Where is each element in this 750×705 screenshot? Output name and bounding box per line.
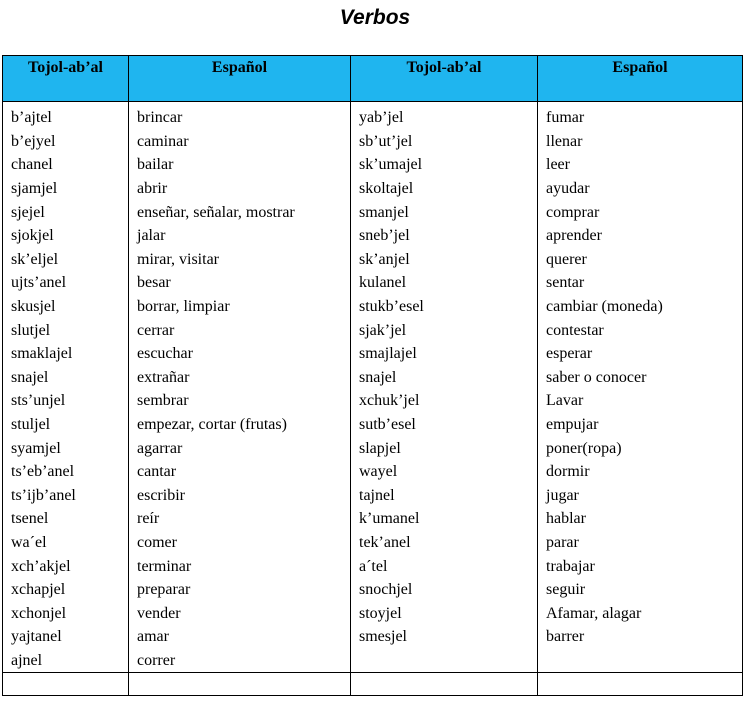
- espanol-cell: jalar: [129, 224, 351, 248]
- espanol-cell: parar: [538, 531, 743, 555]
- header-tojolabal-1: Tojol-ab’al: [3, 56, 129, 102]
- espanol-cell: comprar: [538, 200, 743, 224]
- table-row: [3, 153, 743, 177]
- espanol-cell: vender: [129, 601, 351, 625]
- tojolabal-cell: wayel: [351, 460, 538, 484]
- tojolabal-cell: snajel: [3, 366, 129, 390]
- espanol-cell: reír: [129, 507, 351, 531]
- tojolabal-cell: yajtanel: [3, 625, 129, 649]
- tojolabal-cell: xchuk’jel: [351, 389, 538, 413]
- table-row: [3, 554, 743, 578]
- tojolabal-cell: sk’umajel: [351, 153, 538, 177]
- table-row: [3, 271, 743, 295]
- tojolabal-cell: syamjel: [3, 436, 129, 460]
- espanol-cell: besar: [129, 271, 351, 295]
- tojolabal-cell: [3, 673, 129, 696]
- verbs-table: [2, 55, 743, 696]
- espanol-cell: fumar: [538, 102, 743, 130]
- espanol-cell: escuchar: [129, 342, 351, 366]
- header-tojolabal-2: Tojol-ab’al: [351, 56, 538, 102]
- espanol-cell: seguir: [538, 578, 743, 602]
- espanol-cell: sembrar: [129, 389, 351, 413]
- espanol-cell: ayudar: [538, 177, 743, 201]
- espanol-cell: barrer: [538, 625, 743, 649]
- tojolabal-cell: chanel: [3, 153, 129, 177]
- tojolabal-cell: smajlajel: [351, 342, 538, 366]
- espanol-cell: saber o conocer: [538, 366, 743, 390]
- tojolabal-cell: smaklajel: [3, 342, 129, 366]
- table-row: [3, 366, 743, 390]
- table-row: [3, 177, 743, 201]
- espanol-cell: escribir: [129, 484, 351, 508]
- table-row: [3, 625, 743, 649]
- espanol-cell: esperar: [538, 342, 743, 366]
- espanol-cell: llenar: [538, 130, 743, 154]
- tojolabal-cell: sjak’jel: [351, 318, 538, 342]
- espanol-cell: caminar: [129, 130, 351, 154]
- espanol-cell: cantar: [129, 460, 351, 484]
- espanol-cell: leer: [538, 153, 743, 177]
- tojolabal-cell: slapjel: [351, 436, 538, 460]
- table-row: [3, 130, 743, 154]
- tojolabal-cell: smanjel: [351, 200, 538, 224]
- tojolabal-cell: b’ejyel: [3, 130, 129, 154]
- tojolabal-cell: b’ajtel: [3, 102, 129, 130]
- tojolabal-cell: smesjel: [351, 625, 538, 649]
- table-row: [3, 413, 743, 437]
- espanol-cell: [129, 673, 351, 696]
- tojolabal-cell: sb’ut’jel: [351, 130, 538, 154]
- espanol-cell: Afamar, alagar: [538, 601, 743, 625]
- tojolabal-cell: [351, 673, 538, 696]
- tojolabal-cell: wa´el: [3, 531, 129, 555]
- tojolabal-cell: tajnel: [351, 484, 538, 508]
- table-row: [3, 507, 743, 531]
- tojolabal-cell: sts’unjel: [3, 389, 129, 413]
- tojolabal-cell: skusjel: [3, 295, 129, 319]
- espanol-cell: dormir: [538, 460, 743, 484]
- tojolabal-cell: stoyjel: [351, 601, 538, 625]
- tojolabal-cell: tek’anel: [351, 531, 538, 555]
- table-row: [3, 531, 743, 555]
- table-row: [3, 318, 743, 342]
- espanol-cell: correr: [129, 649, 351, 673]
- espanol-cell: enseñar, señalar, mostrar: [129, 200, 351, 224]
- tojolabal-cell: xchapjel: [3, 578, 129, 602]
- table-row: [3, 601, 743, 625]
- tojolabal-cell: xch’akjel: [3, 554, 129, 578]
- espanol-cell: empezar, cortar (frutas): [129, 413, 351, 437]
- espanol-cell: poner(ropa): [538, 436, 743, 460]
- tojolabal-cell: yab’jel: [351, 102, 538, 130]
- espanol-cell: agarrar: [129, 436, 351, 460]
- tojolabal-cell: snajel: [351, 366, 538, 390]
- espanol-cell: abrir: [129, 177, 351, 201]
- table-row: [3, 224, 743, 248]
- table-row: [3, 200, 743, 224]
- tojolabal-cell: kulanel: [351, 271, 538, 295]
- tojolabal-cell: sutb’esel: [351, 413, 538, 437]
- table-row: [3, 102, 743, 130]
- table-row: [3, 436, 743, 460]
- tojolabal-cell: sjokjel: [3, 224, 129, 248]
- tojolabal-cell: a´tel: [351, 554, 538, 578]
- table-row: [3, 389, 743, 413]
- espanol-cell: extrañar: [129, 366, 351, 390]
- tojolabal-cell: ujts’anel: [3, 271, 129, 295]
- tojolabal-cell: sjejel: [3, 200, 129, 224]
- tojolabal-cell: snochjel: [351, 578, 538, 602]
- espanol-cell: trabajar: [538, 554, 743, 578]
- tojolabal-cell: ts’ijb’anel: [3, 484, 129, 508]
- header-espanol-2: Español: [538, 56, 743, 102]
- table-row: [3, 342, 743, 366]
- espanol-cell: Lavar: [538, 389, 743, 413]
- espanol-cell: empujar: [538, 413, 743, 437]
- tojolabal-cell: ts’eb’anel: [3, 460, 129, 484]
- tojolabal-cell: tsenel: [3, 507, 129, 531]
- table-row: [3, 649, 743, 673]
- table-row: [3, 460, 743, 484]
- espanol-cell: borrar, limpiar: [129, 295, 351, 319]
- tojolabal-cell: stukb’esel: [351, 295, 538, 319]
- espanol-cell: jugar: [538, 484, 743, 508]
- tojolabal-cell: sk’anjel: [351, 248, 538, 272]
- espanol-cell: querer: [538, 248, 743, 272]
- table-row: [3, 248, 743, 272]
- tojolabal-cell: k’umanel: [351, 507, 538, 531]
- tojolabal-cell: sk’eljel: [3, 248, 129, 272]
- page-title: Verbos: [339, 6, 411, 29]
- espanol-cell: bailar: [129, 153, 351, 177]
- tojolabal-cell: skoltajel: [351, 177, 538, 201]
- tojolabal-cell: sjamjel: [3, 177, 129, 201]
- tojolabal-cell: slutjel: [3, 318, 129, 342]
- tojolabal-cell: stuljel: [3, 413, 129, 437]
- table-row: [3, 484, 743, 508]
- espanol-cell: sentar: [538, 271, 743, 295]
- espanol-cell: [538, 649, 743, 673]
- espanol-cell: preparar: [129, 578, 351, 602]
- espanol-cell: comer: [129, 531, 351, 555]
- espanol-cell: cambiar (moneda): [538, 295, 743, 319]
- espanol-cell: hablar: [538, 507, 743, 531]
- espanol-cell: contestar: [538, 318, 743, 342]
- header-espanol-1: Español: [129, 56, 351, 102]
- tojolabal-cell: [351, 649, 538, 673]
- espanol-cell: brincar: [129, 102, 351, 130]
- table-row: [3, 295, 743, 319]
- espanol-cell: [538, 673, 743, 696]
- espanol-cell: terminar: [129, 554, 351, 578]
- tojolabal-cell: ajnel: [3, 649, 129, 673]
- table-row: [3, 673, 743, 696]
- espanol-cell: mirar, visitar: [129, 248, 351, 272]
- tojolabal-cell: xchonjel: [3, 601, 129, 625]
- table-row: [3, 578, 743, 602]
- espanol-cell: aprender: [538, 224, 743, 248]
- espanol-cell: cerrar: [129, 318, 351, 342]
- header-row: [3, 56, 743, 102]
- espanol-cell: amar: [129, 625, 351, 649]
- tojolabal-cell: sneb’jel: [351, 224, 538, 248]
